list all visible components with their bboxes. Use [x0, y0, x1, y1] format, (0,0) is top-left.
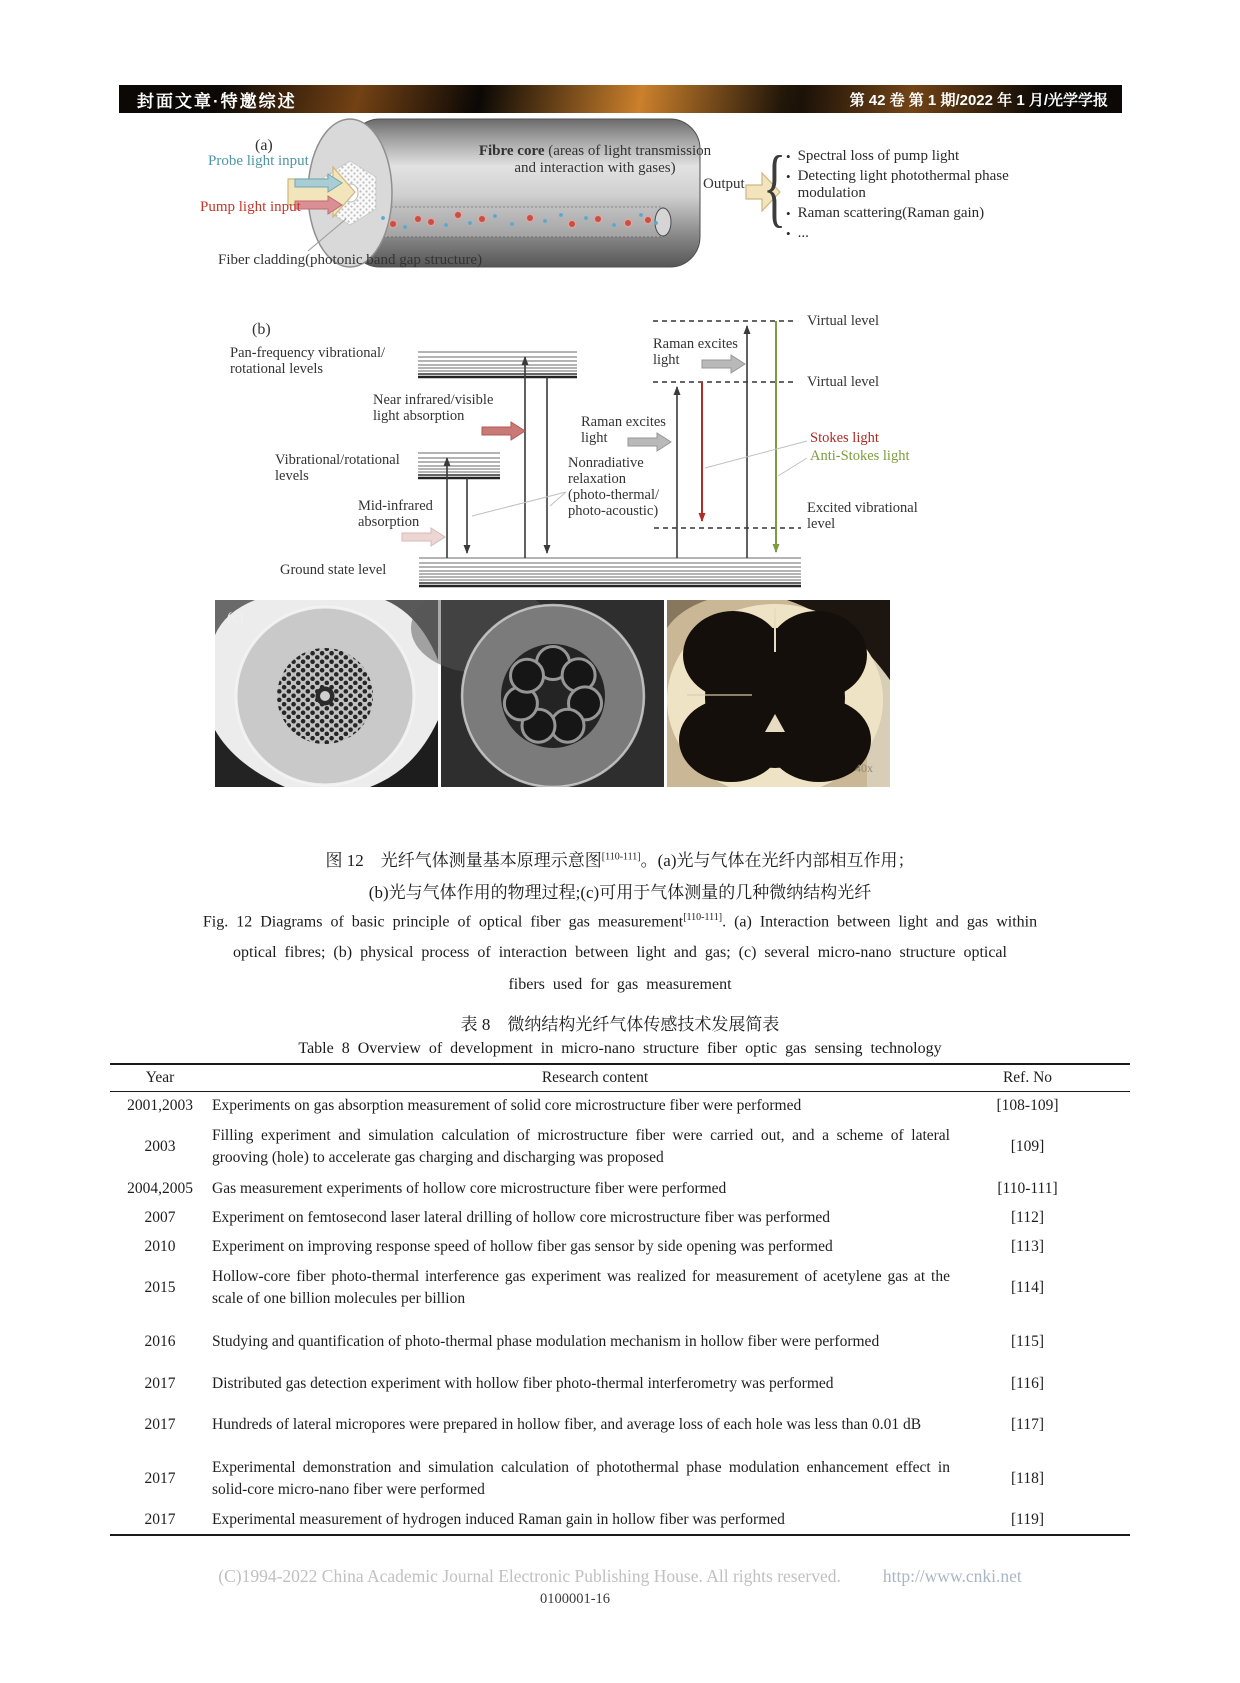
table-row [110, 1261, 1130, 1315]
content-cell: Experiments on gas absorption measurement of solid core microstructure fiber were performed [212, 1096, 802, 1114]
bullet-icon: • [786, 169, 791, 184]
fibre-core-label [410, 143, 780, 177]
year-cell: 2017 [144, 1511, 176, 1528]
header-section-title: 封面文章·特邀综述 [137, 91, 297, 111]
output-item [786, 225, 1056, 242]
ref-cell: [109] [1010, 1138, 1045, 1155]
output-item [786, 148, 1056, 165]
magnification-label: 40x [855, 761, 873, 775]
ref-cell: [119] [1011, 1511, 1044, 1528]
table-row [110, 1506, 1130, 1535]
excited-label-line2: level [807, 516, 836, 532]
content-cell: Studying and quantification of photo-thermal phase modulation mechanism in hollow fiber were performed [212, 1333, 880, 1350]
fiber-cladding-label: Fiber cladding(photonic band gap structure) [218, 252, 483, 268]
bullet-icon: • [786, 226, 791, 241]
figure-caption-zh-line2: (b)光与气体作用的物理过程;(c)可用于气体测量的几种微纳结构光纤 [368, 883, 872, 902]
near-ir-absorption-arrow [482, 422, 525, 440]
panel-c-tag: (c) [227, 610, 244, 626]
fibre-core-label-line2: and interaction with gases) [514, 160, 676, 176]
nonradiative-line3: (photo-thermal/ [568, 487, 660, 503]
pan-frequency-label-line2: rotational levels [230, 361, 324, 377]
sem-image-photonic-crystal-fiber [215, 600, 438, 787]
col-header-year: Year [145, 1068, 175, 1086]
excited-label-line1: Excited vibrational [807, 500, 918, 516]
content-cell: Experimental measurement of hydrogen induced Raman gain in hollow fiber was performed [212, 1511, 785, 1528]
raman-label-line1: Raman excites [581, 414, 666, 430]
figure-caption-zh-line1 [110, 846, 1130, 871]
table-caption-en: Table 8 Overview of development in micro-nano structure fiber optic gas sensing technology [298, 1040, 942, 1057]
ref-cell: [114] [1011, 1279, 1044, 1296]
table-row [110, 1315, 1130, 1369]
table-row [110, 1174, 1130, 1203]
raman-label-line2: light [581, 430, 608, 446]
table-header-row [110, 1064, 1130, 1091]
ref-cell: [115] [1011, 1333, 1044, 1350]
mid-ir-label [358, 498, 433, 530]
cnki-url-text: http://www.cnki.net [882, 1566, 1022, 1586]
vibrational-label-line2: levels [275, 468, 309, 484]
output-list [786, 148, 1056, 245]
ref-cell: [117] [1011, 1416, 1044, 1433]
development-table [110, 1063, 1130, 1536]
probe-light-label: Probe light input [208, 153, 309, 169]
near-ir-label-line1: Near infrared/visible [373, 392, 494, 408]
content-cell: Experimental demonstration and simulation calculation of photothermal phase modulation enhancement effect in solid-core micro-nano fiber were performed [212, 1459, 950, 1498]
caption-en-text: . (a) Interaction between light and gas within [722, 913, 1038, 931]
mid-ir-label-line1: Mid-infrared [358, 498, 433, 514]
output-item [786, 205, 1056, 222]
col-header-research-content: Research content [541, 1068, 649, 1086]
raman-label-line1: Raman excites [653, 336, 738, 352]
vibrational-label-line1: Vibrational/rotational [275, 452, 400, 468]
page-number: 0100001-16 [539, 1591, 611, 1607]
table-row [110, 1369, 1130, 1398]
figure-caption-en-line2: optical fibres; (b) physical process of interaction between light and gas; (c) several micro-nano structure optical [233, 944, 1007, 961]
panel-b-tag: (b) [252, 321, 271, 338]
output-item-text: Raman scattering(Raman gain) [797, 205, 985, 221]
content-cell: Hollow-core fiber photo-thermal interference gas experiment was realized for measurement of acetylene gas at the scale of one billion molecules per billion [212, 1268, 950, 1307]
copyright-text: (C)1994-2022 China Academic Journal Electronic Publishing House. All rights reserved. [218, 1566, 841, 1586]
ref-cell: [116] [1011, 1374, 1044, 1392]
ground-state-levels [419, 558, 801, 586]
near-ir-label [373, 392, 493, 424]
caption-en-ref-sup: [110-111] [683, 912, 723, 923]
pan-frequency-levels [418, 352, 577, 377]
bullet-icon: • [786, 149, 791, 164]
fiber-cross-section-images [215, 600, 890, 787]
ref-cell: [110-111] [997, 1179, 1058, 1197]
year-cell: 2017 [144, 1416, 176, 1433]
anti-stokes-light-label: Anti-Stokes light [810, 448, 910, 464]
content-cell: Filling experiment and simulation calculation of microstructure fiber were carried out, and a scheme of lateral grooving (hole) to accelerate gas charging and discharging was proposed [212, 1127, 950, 1166]
pan-frequency-label [230, 345, 385, 377]
nonradiative-line1: Nonradiative [568, 455, 644, 471]
nonradiative-line4: photo-acoustic) [568, 503, 659, 519]
caption-zh-ref-sup: [110-111] [601, 851, 641, 863]
year-cell: 2016 [144, 1333, 176, 1350]
header-issue-info: 第 42 卷 第 1 期/2022 年 1 月/光学学报 [849, 91, 1108, 109]
figure-caption-en-line3: fibers used for gas measurement [508, 976, 732, 993]
content-cell: Experiment on femtosecond laser lateral drilling of hollow core microstructure fiber was performed [212, 1208, 831, 1226]
pan-frequency-label-line1: Pan-frequency vibrational/ [230, 345, 386, 361]
copyright-footer [0, 1566, 1240, 1587]
table-caption-zh: 表 8 微纳结构光纤气体传感技术发展简表 [460, 1015, 780, 1034]
pump-light-label: Pump light input [200, 199, 301, 215]
output-brace: { [763, 139, 787, 236]
content-cell: Gas measurement experiments of hollow core microstructure fiber were performed [212, 1179, 727, 1197]
fibre-core-label-bold: Fibre core [478, 143, 545, 159]
year-cell: 2015 [144, 1279, 176, 1296]
output-label: Output [703, 176, 745, 192]
year-cell: 2003 [144, 1138, 176, 1155]
virtual-level-2-label: Virtual level [807, 374, 880, 390]
mid-ir-absorption-arrow [402, 528, 445, 546]
table-row [110, 1203, 1130, 1232]
vibrational-levels [418, 453, 500, 478]
sem-image-hollow-core-fiber [411, 600, 664, 787]
output-item-text: Spectral loss of pump light [797, 148, 960, 164]
raman-label-line2: light [653, 352, 680, 368]
table-row [110, 1120, 1130, 1174]
excited-vibrational-label [807, 500, 918, 532]
table-row [110, 1091, 1130, 1120]
table-row [110, 1452, 1130, 1506]
mid-ir-label-line2: absorption [358, 514, 420, 530]
bullet-icon: • [786, 206, 791, 221]
ref-cell: [118] [1011, 1470, 1044, 1487]
year-cell: 2004,2005 [127, 1179, 193, 1197]
near-ir-label-line2: light absorption [373, 408, 465, 424]
fiber-cylinder [308, 119, 700, 267]
nonradiative-line2: relaxation [568, 471, 626, 487]
nonradiative-label [568, 455, 659, 519]
year-cell: 2017 [144, 1470, 176, 1487]
content-cell: Distributed gas detection experiment with hollow fiber photo-thermal interferometry was performed [212, 1374, 834, 1392]
ref-cell: [112] [1011, 1208, 1044, 1226]
ground-state-label: Ground state level [280, 562, 387, 578]
figure-caption-en-line1 [110, 912, 1130, 931]
micrograph-suspended-core-fiber [667, 600, 890, 787]
caption-zh-text: 图 12 光纤气体测量基本原理示意图 [325, 851, 602, 870]
content-cell: Experiment on improving response speed of hollow fiber gas sensor by side opening was performed [212, 1237, 833, 1255]
fibre-core-label-rest: (areas of light transmission [544, 143, 712, 159]
vibrational-levels-label [275, 452, 400, 484]
ref-cell: [113] [1011, 1237, 1044, 1255]
output-item-text: ... [797, 225, 809, 241]
table-row [110, 1232, 1130, 1261]
output-item-text: Detecting light photothermal phase modulation [797, 168, 1009, 201]
content-cell: Hundreds of lateral micropores were prepared in hollow fiber, and average loss of each hole was less than 0.01 dB [212, 1416, 922, 1433]
panel-a-tag: (a) [255, 137, 273, 154]
raman-excites-label-lower [581, 414, 666, 446]
table-row [110, 1398, 1130, 1452]
year-cell: 2017 [144, 1374, 176, 1392]
year-cell: 2007 [144, 1208, 176, 1226]
virtual-level-1-label: Virtual level [807, 313, 880, 329]
raman-excites-label-upper [653, 336, 738, 368]
figure-panel-c [215, 600, 890, 787]
ref-cell: [108-109] [996, 1096, 1059, 1114]
stokes-light-label: Stokes light [810, 430, 879, 446]
output-item [786, 168, 1056, 202]
figure-panel-b [230, 300, 1070, 600]
figure-panel-a [200, 115, 1080, 290]
caption-zh-text: 。(a)光与气体在光纤内部相互作用； [640, 851, 915, 870]
caption-en-text: Fig. 12 Diagrams of basic principle of optical fiber gas measurement [202, 913, 684, 931]
year-cell: 2010 [144, 1237, 176, 1255]
page-header-bar [119, 85, 1122, 113]
year-cell: 2001,2003 [127, 1096, 193, 1114]
col-header-ref-no: Ref. No [1002, 1068, 1053, 1086]
